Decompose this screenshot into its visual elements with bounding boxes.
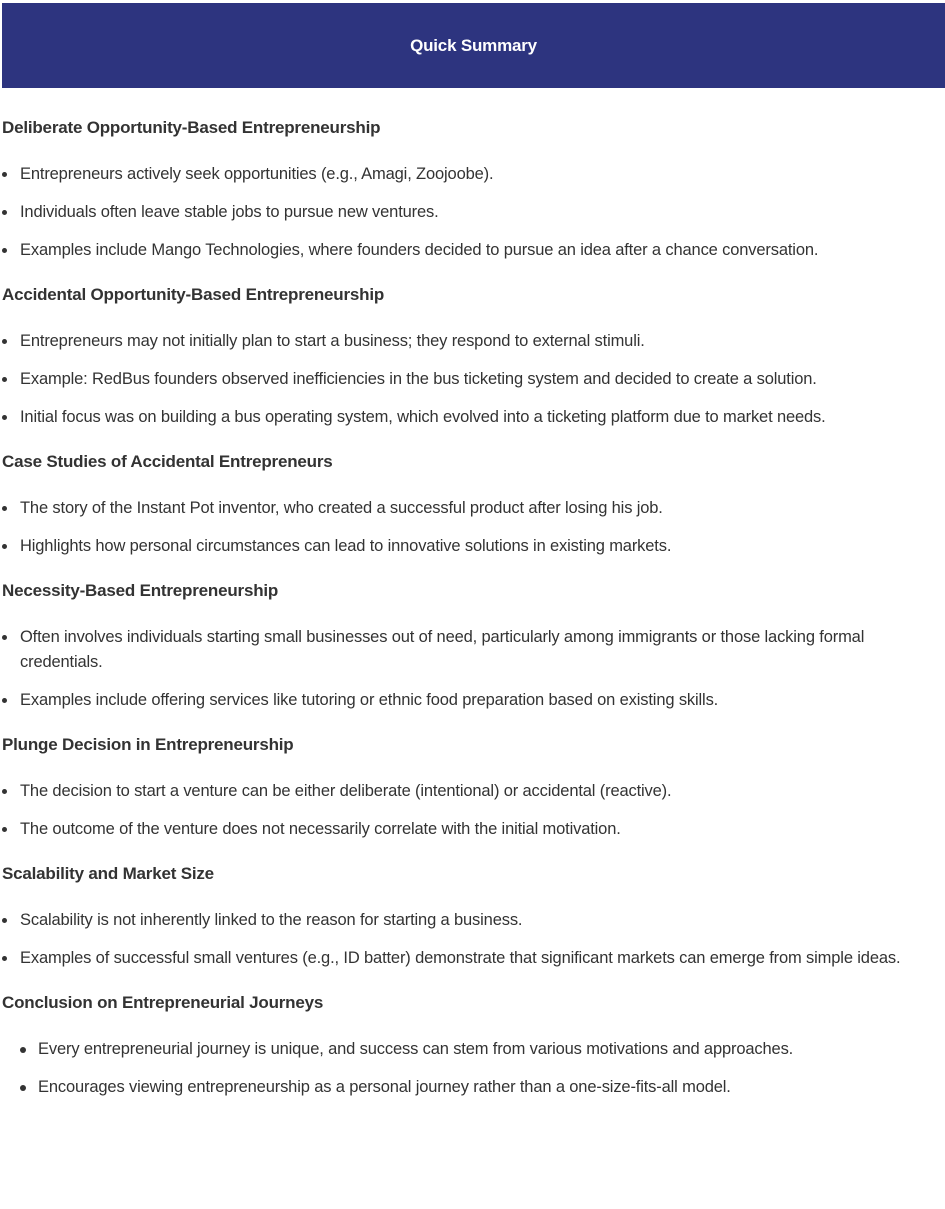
bullet-list [2, 329, 943, 430]
bullet-item: The decision to start a venture can be either deliberate (intentional) or accidental (reactive). [2, 779, 943, 804]
bullet-list [2, 1037, 943, 1100]
section [2, 444, 943, 559]
bullet-item: Individuals often leave stable jobs to pursue new ventures. [2, 200, 943, 225]
bullet-item: Often involves individuals starting small businesses out of need, particularly among immigrants or those lacking formal credentials. [2, 625, 943, 675]
section-title: Plunge Decision in Entrepreneurship [2, 735, 294, 754]
section-title: Accidental Opportunity-Based Entrepreneurship [2, 285, 385, 304]
bullet-item: Scalability is not inherently linked to the reason for starting a business. [2, 908, 943, 933]
bullet-item: Example: RedBus founders observed inefficiencies in the bus ticketing system and decided to create a solution. [2, 367, 943, 392]
section-title: Conclusion on Entrepreneurial Journeys [2, 993, 324, 1012]
section-title: Deliberate Opportunity-Based Entrepreneurship [2, 118, 381, 137]
bullet-item: Entrepreneurs may not initially plan to start a business; they respond to external stimuli. [2, 329, 943, 354]
bullet-list [2, 162, 943, 263]
bullet-item: Entrepreneurs actively seek opportunities (e.g., Amagi, Zoojoobe). [2, 162, 943, 187]
bullet-item: Initial focus was on building a bus operating system, which evolved into a ticketing platform due to market needs. [2, 405, 943, 430]
section-title: Scalability and Market Size [2, 864, 214, 883]
bullet-list [2, 908, 943, 971]
section [2, 110, 943, 263]
bullet-item: Examples include offering services like tutoring or ethnic food preparation based on existing skills. [2, 688, 943, 713]
section [2, 277, 943, 430]
bullet-item: Every entrepreneurial journey is unique, and success can stem from various motivations and approaches. [2, 1037, 943, 1062]
bullet-list [2, 625, 943, 713]
summary-header [2, 3, 945, 88]
bullet-item: The outcome of the venture does not necessarily correlate with the initial motivation. [2, 817, 943, 842]
bullet-item: Encourages viewing entrepreneurship as a personal journey rather than a one-size-fits-all model. [2, 1075, 943, 1100]
bullet-item: Examples include Mango Technologies, where founders decided to pursue an idea after a chance conversation. [2, 238, 943, 263]
page-title: Quick Summary [410, 35, 537, 55]
section [2, 727, 943, 842]
bullet-item: The story of the Instant Pot inventor, who created a successful product after losing his job. [2, 496, 943, 521]
section [2, 856, 943, 971]
summary-content [2, 110, 943, 1114]
bullet-list [2, 779, 943, 842]
bullet-list [2, 496, 943, 559]
bullet-item: Examples of successful small ventures (e.g., ID batter) demonstrate that significant markets can emerge from simple ideas. [2, 946, 943, 971]
section-title: Necessity-Based Entrepreneurship [2, 581, 279, 600]
section [2, 573, 943, 713]
section [2, 985, 943, 1100]
bullet-item: Highlights how personal circumstances can lead to innovative solutions in existing markets. [2, 534, 943, 559]
section-title: Case Studies of Accidental Entrepreneurs [2, 452, 333, 471]
